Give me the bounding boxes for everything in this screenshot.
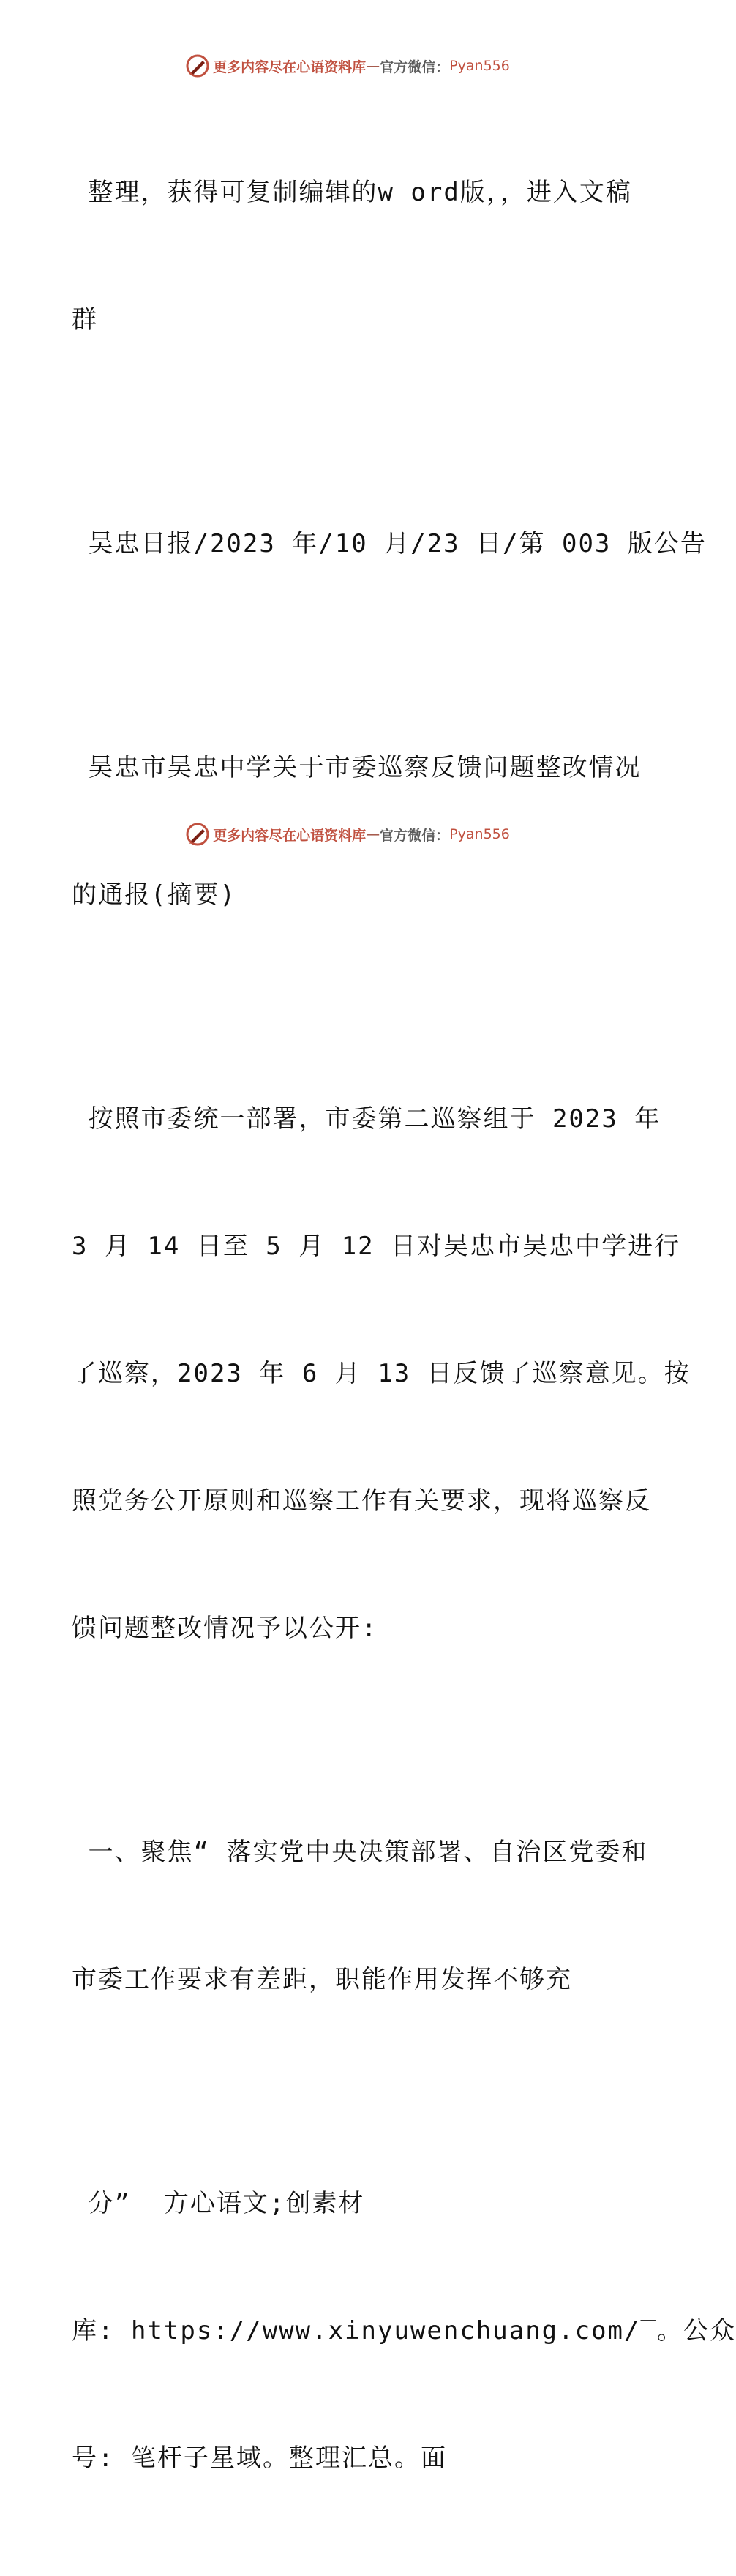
banner-promo-text: 更多内容尽在心语资料库	[213, 827, 367, 844]
text-line: 了巡察，2023 年 6 月 13 日反馈了巡察意见。按	[72, 1359, 691, 1388]
banner-official-label: 官方微信：	[380, 59, 450, 75]
document-body	[72, 86, 736, 2576]
banner-promo-text: 更多内容尽在心语资料库	[213, 59, 367, 75]
paragraph-source	[72, 438, 707, 650]
text-line: 市委工作要求有差距，职能作用发挥不够充	[72, 1965, 572, 1994]
text-line: 号: 笔杆子星域。整理汇总。面	[72, 2444, 447, 2473]
text-line: 照党务公开原则和巡察工作有关要求，现将巡察反	[72, 1486, 651, 1516]
text-line: 3 月 14 日至 5 月 12 日对吴忠市吴忠中学进行	[72, 1232, 681, 1261]
text-line: 整理，获得可复制编辑的w ord版，，进入文稿	[72, 178, 632, 207]
text-line: 馈问题整改情况予以公开:	[72, 1614, 378, 1643]
paragraph-body	[72, 1013, 691, 1734]
text-line: 群	[72, 305, 98, 334]
banner-official-label: 官方微信：	[380, 827, 450, 844]
text-line: 库: https://www.xinyuwenchuang.com/‾。公众	[72, 2316, 736, 2345]
banner-dash: —	[366, 58, 380, 74]
text-line: 分” 方心语文;创素材	[72, 2189, 365, 2218]
paragraph-section-one	[72, 1746, 648, 2086]
text-line: 吴忠日报/2023 年/10 月/23 日/第 003 版公告	[72, 529, 707, 558]
text-line: 吴忠市吴忠中学关于市委巡察反馈问题整改情况	[72, 753, 642, 782]
header-watermark-banner	[0, 51, 695, 80]
text-line: 的通报(摘要)	[72, 880, 236, 910]
text-line: 按照市委统一部署，市委第二巡察组于 2023 年	[72, 1104, 661, 1134]
footer-watermark-banner	[0, 820, 695, 849]
paragraph-source-note	[72, 2097, 736, 2564]
banner-wechat-id: Pyan556	[449, 58, 510, 74]
text-line: 一、聚焦“ 落实党中央决策部署、自治区党委和	[72, 1838, 648, 1867]
banner-dash: —	[366, 826, 380, 842]
pen-logo-icon	[185, 822, 210, 847]
banner-wechat-id: Pyan556	[449, 826, 510, 842]
pen-logo-icon	[185, 53, 210, 78]
paragraph-intro	[72, 86, 632, 426]
